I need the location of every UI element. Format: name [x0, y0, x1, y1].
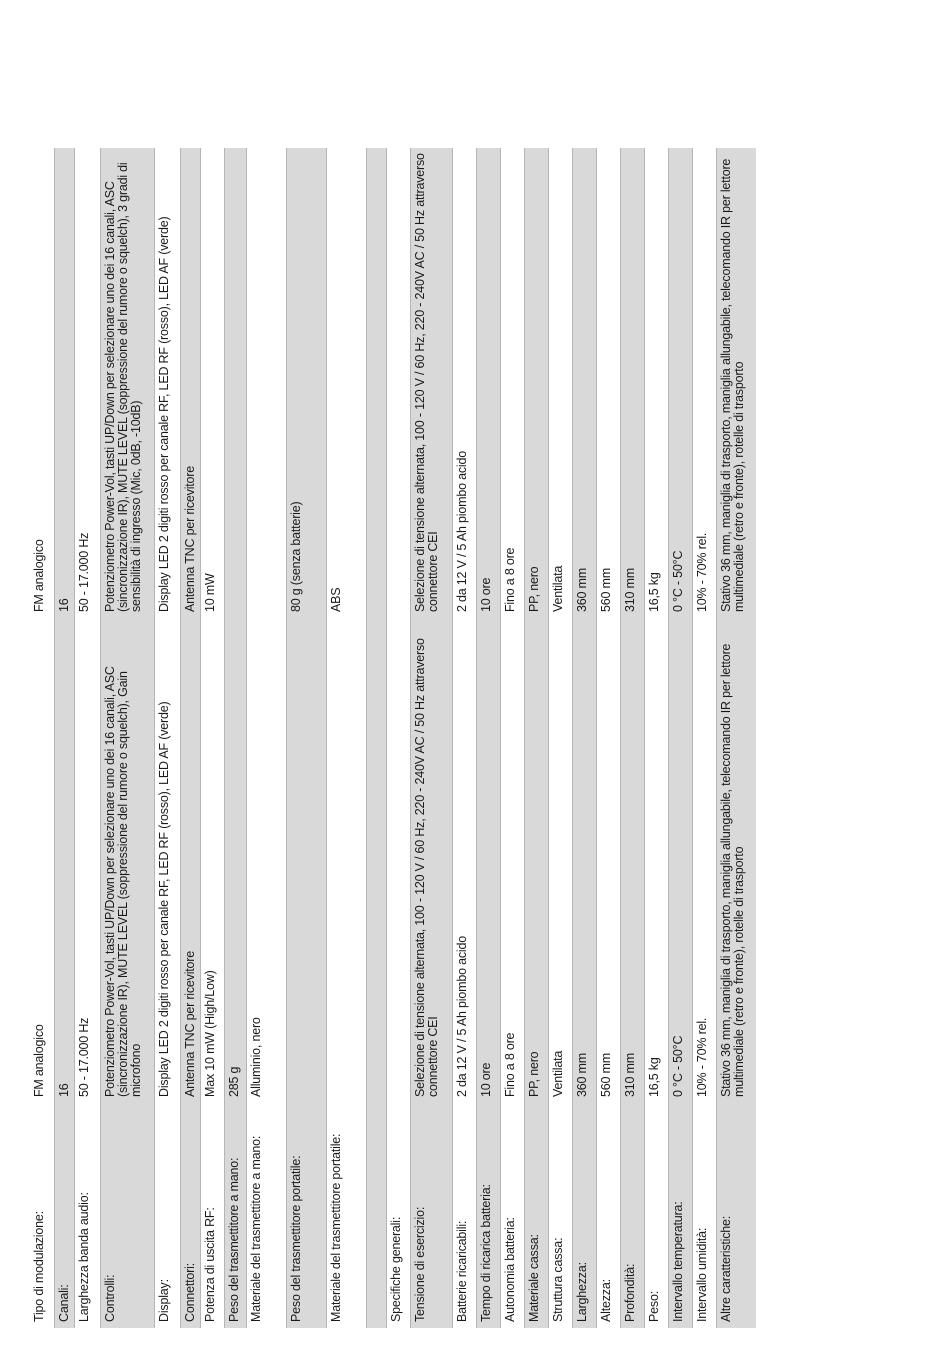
spec-value-a: 10 ore [476, 618, 500, 1103]
spec-value-b: Ventilata [548, 148, 572, 618]
spec-value-a: PP, nero [524, 618, 548, 1103]
spec-label: Materiale del trasmettitore portatile: [326, 1103, 366, 1328]
spec-row [30, 148, 54, 1328]
spec-value-a: Max 10 mW (High/Low) [200, 618, 224, 1103]
spec-label: Controlli: [100, 1103, 154, 1328]
spec-row [286, 148, 326, 1328]
spec-label: Larghezza banda audio: [74, 1103, 100, 1328]
spec-label: Tipo di modulazione: [30, 1103, 54, 1328]
spec-value-b: 2 da 12 V / 5 Ah piombo acido [452, 148, 476, 618]
spec-value-b: Potenziometro Power-Vol, tasti UP/Down per selezionare uno dei 16 canali, ASC (sincronizzazione IR), MUTE LEVEL (soppressione del rumore o squelch), 3 gradi di sensibilità di ingresso (Mic, 0dB, -10dB) [100, 148, 154, 618]
spec-value-b: Selezione di tensione alternata, 100 - 120 V / 60 Hz, 220 - 240V AC / 50 Hz attraverso connettore CEI [410, 148, 452, 618]
spec-row [410, 148, 452, 1328]
spec-value-a: 560 mm [596, 618, 620, 1103]
spec-row [386, 148, 410, 1328]
spec-value-b: Display LED 2 digiti rosso per canale RF, LED RF (rosso), LED AF (verde) [154, 148, 180, 618]
spec-label: Batterie ricaricabili: [452, 1103, 476, 1328]
spec-label: Canali: [54, 1103, 74, 1328]
spec-label: Peso: [644, 1103, 668, 1328]
spec-value-a: 16 [54, 618, 74, 1103]
spec-label: Specifiche generali: [386, 1103, 410, 1328]
spec-label: Struttura cassa: [548, 1103, 572, 1328]
spec-row [500, 148, 524, 1328]
spec-label: Autonomia batteria: [500, 1103, 524, 1328]
spec-value-b: 10% - 70% rel. [692, 148, 716, 618]
spec-label: Materiale del trasmettitore a mano: [246, 1103, 286, 1328]
spec-row [596, 148, 620, 1328]
spec-label: Tempo di ricarica batteria: [476, 1103, 500, 1328]
spec-value-b: 80 g (senza batterie) [286, 148, 326, 618]
spec-row [668, 148, 692, 1328]
spec-value-b: 10 ore [476, 148, 500, 618]
spec-value-a: 50 - 17.000 Hz [74, 618, 100, 1103]
spec-label: Display: [154, 1103, 180, 1328]
spec-value-a: FM analogico [30, 618, 54, 1103]
spec-value-b: 50 - 17.000 Hz [74, 148, 100, 618]
spec-value-a: 285 g [224, 618, 246, 1103]
spec-label: Materiale cassa: [524, 1103, 548, 1328]
spec-row [200, 148, 224, 1328]
spec-row [572, 148, 596, 1328]
spec-row [716, 148, 756, 1328]
spec-row [476, 148, 500, 1328]
spec-value-b [246, 148, 286, 618]
spec-value-a: Selezione di tensione alternata, 100 - 120 V / 60 Hz, 220 - 240V AC / 50 Hz attraverso connettore CEI [410, 618, 452, 1103]
spec-value-b [366, 148, 386, 618]
spec-value-a: Potenziometro Power-Vol, tasti UP/Down per selezionare uno dei 16 canali, ASC (sincronizzazione IR), MUTE LEVEL (soppressione del rumore o squelch), Gain microfono [100, 618, 154, 1103]
spec-value-a: 2 da 12 V / 5 Ah piombo acido [452, 618, 476, 1103]
spec-row [452, 148, 476, 1328]
spec-value-b: 560 mm [596, 148, 620, 618]
spec-value-b: FM analogico [30, 148, 54, 618]
spec-value-a: Antenna TNC per ricevitore [180, 618, 200, 1103]
spec-label: Altre caratteristiche: [716, 1103, 756, 1328]
spec-value-a: 0 °C - 50°C [668, 618, 692, 1103]
spec-value-b: Fino a 8 ore [500, 148, 524, 618]
spec-value-a [366, 618, 386, 1103]
spec-table-body [30, 148, 756, 1328]
spec-value-a [386, 618, 410, 1103]
spec-row [620, 148, 644, 1328]
spec-label [366, 1103, 386, 1328]
spec-row [366, 148, 386, 1328]
spec-value-a [326, 618, 366, 1103]
spec-value-a: Fino a 8 ore [500, 618, 524, 1103]
spec-row [54, 148, 74, 1328]
spec-value-b: PP, nero [524, 148, 548, 618]
spec-row [100, 148, 154, 1328]
rotated-spec-page [30, 148, 800, 1328]
spec-value-a: Stativo 36 mm, maniglia di trasporto, maniglia allungabile, telecomando IR per lettore multimediale (retro e fronte), rotelle di trasporto [716, 618, 756, 1103]
spec-row [326, 148, 366, 1328]
spec-value-b: 0 °C - 50°C [668, 148, 692, 618]
spec-label: Intervallo temperatura: [668, 1103, 692, 1328]
spec-label: Peso del trasmettitore portatile: [286, 1103, 326, 1328]
spec-value-a: 10% - 70% rel. [692, 618, 716, 1103]
spec-value-a: Ventilata [548, 618, 572, 1103]
spec-label: Profondità: [620, 1103, 644, 1328]
spec-value-a: 310 mm [620, 618, 644, 1103]
spec-label: Peso del trasmettitore a mano: [224, 1103, 246, 1328]
spec-value-a: Display LED 2 digiti rosso per canale RF, LED RF (rosso), LED AF (verde) [154, 618, 180, 1103]
spec-row [74, 148, 100, 1328]
spec-value-a: 16,5 kg [644, 618, 668, 1103]
spec-value-a: 360 mm [572, 618, 596, 1103]
spec-row [548, 148, 572, 1328]
spec-value-b: ABS [326, 148, 366, 618]
spec-label: Intervallo umidità: [692, 1103, 716, 1328]
spec-label: Tensione di esercizio: [410, 1103, 452, 1328]
spec-row [692, 148, 716, 1328]
spec-value-b: 16,5 kg [644, 148, 668, 618]
spec-row [644, 148, 668, 1328]
spec-row [180, 148, 200, 1328]
spec-value-b: Antenna TNC per ricevitore [180, 148, 200, 618]
spec-value-b [224, 148, 246, 618]
spec-value-a: Alluminio, nero [246, 618, 286, 1103]
spec-row [246, 148, 286, 1328]
spec-label: Connettori: [180, 1103, 200, 1328]
spec-row [524, 148, 548, 1328]
spec-row [224, 148, 246, 1328]
spec-label: Altezza: [596, 1103, 620, 1328]
spec-value-a [286, 618, 326, 1103]
spec-value-b: 310 mm [620, 148, 644, 618]
spec-row [154, 148, 180, 1328]
spec-value-b: 360 mm [572, 148, 596, 618]
spec-label: Potenza di uscita RF: [200, 1103, 224, 1328]
spec-value-b: Stativo 36 mm, maniglia di trasporto, maniglia allungabile, telecomando IR per lettore multimediale (retro e fronte), rotelle di trasporto [716, 148, 756, 618]
spec-value-b: 10 mW [200, 148, 224, 618]
spec-value-b: 16 [54, 148, 74, 618]
spec-label: Larghezza: [572, 1103, 596, 1328]
spec-value-b [386, 148, 410, 618]
spec-table [30, 148, 756, 1328]
